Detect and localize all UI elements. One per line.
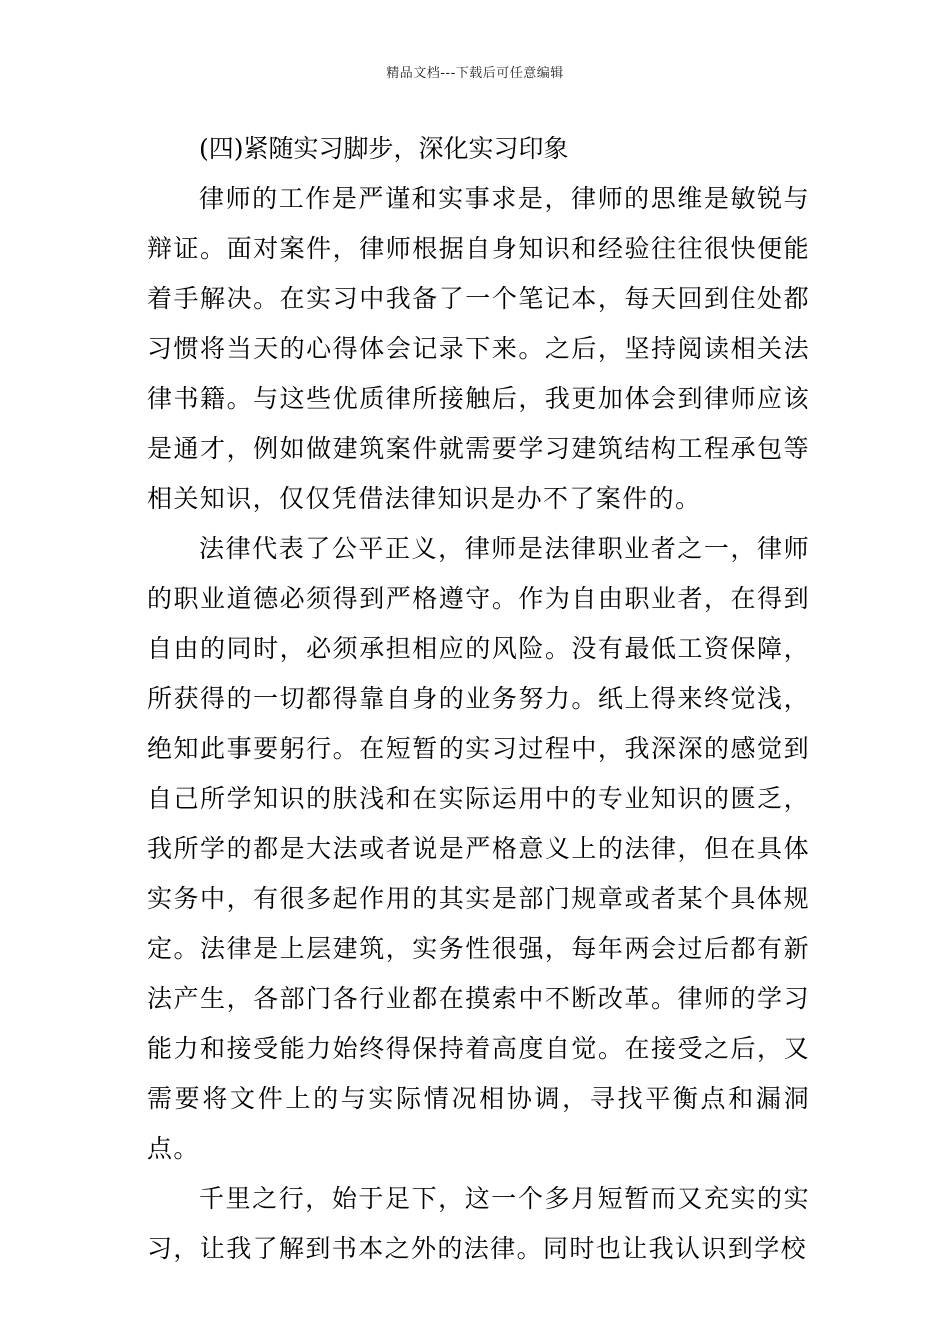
document-body xyxy=(147,124,810,1274)
paragraph-2: 法律代表了公平正义，律师是法律职业者之一，律师的职业道德必须得到严格遵守。作为自由职业者，在得到自由的同时，必须承担相应的风险。没有最低工资保障，所获得的一切都得靠自身的业务努力。纸上得来终觉浅，绝知此事要躬行。在短暂的实习过程中，我深深的感觉到自己所学知识的肤浅和在实际运用中的专业知识的匮乏，我所学的都是大法或者说是严格意义上的法律，但在具体实务中，有很多起作用的其实是部门规章或者某个具体规定。法律是上层建筑，实务性很强，每年两会过后都有新法产生，各部门各行业都在摸索中不断改革。律师的学习能力和接受能力始终得保持着高度自觉。在接受之后，又需要将文件上的与实际情况相协调，寻找平衡点和漏洞点。 xyxy=(147,534,810,1163)
section-heading: (四)紧随实习脚步，深化实习印象 xyxy=(199,134,569,163)
paragraph-1: 律师的工作是严谨和实事求是，律师的思维是敏锐与辩证。面对案件，律师根据自身知识和经验往往很快便能着手解决。在实习中我备了一个笔记本，每天回到住处都习惯将当天的心得体会记录下来。之后，坚持阅读相关法律书籍。与这些优质律所接触后，我更加体会到律师应该是通才，例如做建筑案件就需要学习建筑结构工程承包等相关知识，仅仅凭借法律知识是办不了案件的。 xyxy=(147,184,810,513)
paragraph-3: 千里之行，始于足下，这一个多月短暂而又充实的实习，让我了解到书本之外的法律。同时也让我认识到学校 xyxy=(147,1184,810,1263)
page-header: 精品文档---下载后可任意编辑 xyxy=(386,66,564,81)
